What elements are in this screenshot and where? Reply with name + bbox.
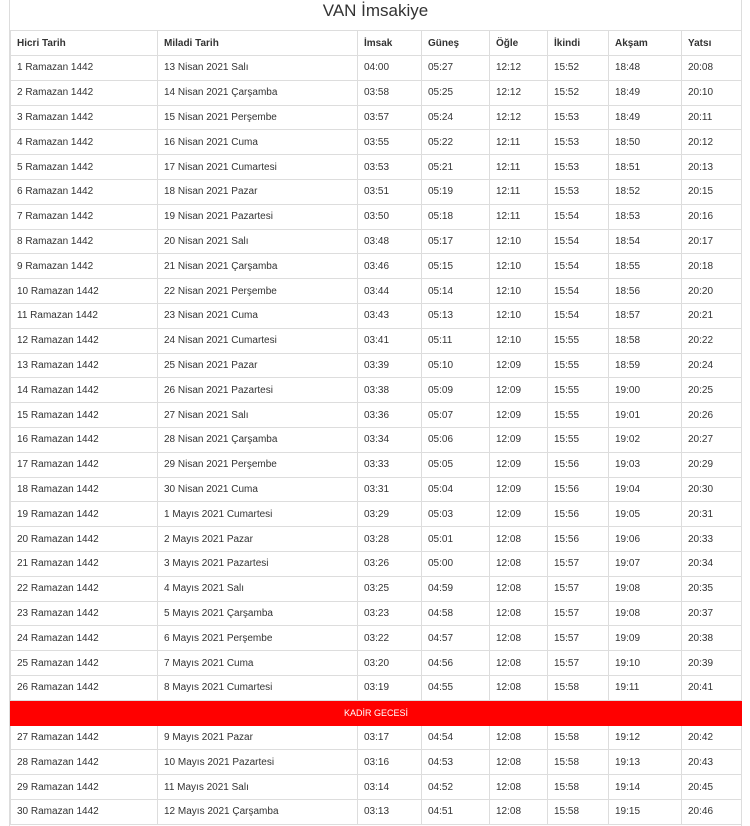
- table-cell: 04:53: [422, 750, 490, 775]
- table-row: [11, 601, 742, 626]
- table-cell: 12:11: [490, 130, 548, 155]
- table-row: [11, 328, 742, 353]
- table-cell: 12 Ramazan 1442: [11, 328, 158, 353]
- table-cell: 12:10: [490, 229, 548, 254]
- kadir-gecesi-label: KADİR GECESİ: [11, 700, 742, 725]
- table-cell: 20:46: [682, 799, 742, 824]
- table-cell: 15:56: [548, 477, 609, 502]
- table-row: [11, 576, 742, 601]
- table-row: [11, 229, 742, 254]
- table-row: [11, 651, 742, 676]
- table-cell: 12:08: [490, 601, 548, 626]
- table-cell: 18:49: [609, 105, 682, 130]
- table-cell: 15:57: [548, 576, 609, 601]
- col-header-ikindi: İkindi: [548, 31, 609, 56]
- table-cell: 8 Mayıs 2021 Cumartesi: [158, 675, 358, 700]
- table-cell: 05:22: [422, 130, 490, 155]
- table-cell: 15:53: [548, 155, 609, 180]
- table-cell: 12:10: [490, 279, 548, 304]
- table-cell: 12:08: [490, 527, 548, 552]
- table-cell: 4 Mayıs 2021 Salı: [158, 576, 358, 601]
- table-cell: 9 Ramazan 1442: [11, 254, 158, 279]
- table-cell: 15:58: [548, 775, 609, 800]
- table-cell: 15:53: [548, 179, 609, 204]
- table-cell: 12:10: [490, 254, 548, 279]
- table-cell: 05:04: [422, 477, 490, 502]
- table-cell: 03:33: [358, 452, 422, 477]
- table-cell: 04:51: [422, 799, 490, 824]
- table-cell: 12:09: [490, 452, 548, 477]
- col-header-imsak: İmsak: [358, 31, 422, 56]
- table-cell: 3 Ramazan 1442: [11, 105, 158, 130]
- table-cell: 03:50: [358, 204, 422, 229]
- table-cell: 1 Ramazan 1442: [11, 56, 158, 81]
- table-row: [11, 775, 742, 800]
- table-row: [11, 179, 742, 204]
- table-cell: 20:41: [682, 675, 742, 700]
- table-row: [11, 675, 742, 700]
- table-cell: 03:20: [358, 651, 422, 676]
- table-cell: 15:55: [548, 427, 609, 452]
- table-cell: 20:11: [682, 105, 742, 130]
- table-cell: 23 Ramazan 1442: [11, 601, 158, 626]
- table-cell: 20:43: [682, 750, 742, 775]
- table-cell: 03:23: [358, 601, 422, 626]
- col-header-gunes: Güneş: [422, 31, 490, 56]
- table-cell: 12 Mayıs 2021 Çarşamba: [158, 799, 358, 824]
- table-cell: 15:57: [548, 651, 609, 676]
- table-cell: 9 Mayıs 2021 Pazar: [158, 725, 358, 750]
- table-cell: 20:12: [682, 130, 742, 155]
- table-cell: 15 Nisan 2021 Perşembe: [158, 105, 358, 130]
- table-cell: 19:01: [609, 403, 682, 428]
- table-cell: 11 Ramazan 1442: [11, 303, 158, 328]
- table-cell: 16 Nisan 2021 Cuma: [158, 130, 358, 155]
- table-cell: 05:18: [422, 204, 490, 229]
- table-cell: 03:34: [358, 427, 422, 452]
- table-cell: 03:13: [358, 799, 422, 824]
- table-cell: 12:08: [490, 551, 548, 576]
- table-cell: 04:56: [422, 651, 490, 676]
- table-cell: 30 Ramazan 1442: [11, 799, 158, 824]
- table-cell: 6 Ramazan 1442: [11, 179, 158, 204]
- table-cell: 27 Ramazan 1442: [11, 725, 158, 750]
- table-cell: 28 Ramazan 1442: [11, 750, 158, 775]
- table-cell: 05:27: [422, 56, 490, 81]
- table-cell: 19 Nisan 2021 Pazartesi: [158, 204, 358, 229]
- table-cell: 18:58: [609, 328, 682, 353]
- table-cell: 15:58: [548, 725, 609, 750]
- table-cell: 20:39: [682, 651, 742, 676]
- table-cell: 15:54: [548, 279, 609, 304]
- table-cell: 03:16: [358, 750, 422, 775]
- table-cell: 11 Mayıs 2021 Salı: [158, 775, 358, 800]
- table-row: [11, 353, 742, 378]
- table-cell: 12:10: [490, 328, 548, 353]
- table-cell: 24 Nisan 2021 Cumartesi: [158, 328, 358, 353]
- table-row: [11, 551, 742, 576]
- table-cell: 15:53: [548, 105, 609, 130]
- table-cell: 14 Nisan 2021 Çarşamba: [158, 80, 358, 105]
- col-header-ogle: Öğle: [490, 31, 548, 56]
- table-cell: 18:56: [609, 279, 682, 304]
- table-cell: 20:29: [682, 452, 742, 477]
- table-row: [11, 56, 742, 81]
- table-cell: 15:55: [548, 353, 609, 378]
- table-cell: 03:19: [358, 675, 422, 700]
- table-cell: 20:45: [682, 775, 742, 800]
- table-cell: 03:39: [358, 353, 422, 378]
- table-cell: 18 Ramazan 1442: [11, 477, 158, 502]
- table-cell: 18:55: [609, 254, 682, 279]
- table-cell: 20:35: [682, 576, 742, 601]
- table-cell: 17 Ramazan 1442: [11, 452, 158, 477]
- table-cell: 03:14: [358, 775, 422, 800]
- table-cell: 2 Mayıs 2021 Pazar: [158, 527, 358, 552]
- table-cell: 15:57: [548, 601, 609, 626]
- table-cell: 16 Ramazan 1442: [11, 427, 158, 452]
- table-cell: 30 Nisan 2021 Cuma: [158, 477, 358, 502]
- table-cell: 04:55: [422, 675, 490, 700]
- table-cell: 15:58: [548, 799, 609, 824]
- table-cell: 05:09: [422, 378, 490, 403]
- table-row: [11, 725, 742, 750]
- table-cell: 03:53: [358, 155, 422, 180]
- table-cell: 5 Mayıs 2021 Çarşamba: [158, 601, 358, 626]
- table-cell: 19:14: [609, 775, 682, 800]
- table-cell: 25 Nisan 2021 Pazar: [158, 353, 358, 378]
- table-cell: 17 Nisan 2021 Cumartesi: [158, 155, 358, 180]
- table-cell: 19:10: [609, 651, 682, 676]
- table-cell: 05:05: [422, 452, 490, 477]
- table-cell: 03:28: [358, 527, 422, 552]
- table-cell: 15:56: [548, 452, 609, 477]
- table-cell: 4 Ramazan 1442: [11, 130, 158, 155]
- table-cell: 15:58: [548, 675, 609, 700]
- table-cell: 10 Mayıs 2021 Pazartesi: [158, 750, 358, 775]
- table-row: [11, 105, 742, 130]
- table-cell: 05:25: [422, 80, 490, 105]
- table-cell: 20:33: [682, 527, 742, 552]
- table-cell: 15:55: [548, 403, 609, 428]
- table-row: [11, 527, 742, 552]
- table-cell: 18:50: [609, 130, 682, 155]
- table-cell: 12:11: [490, 155, 548, 180]
- table-cell: 15:58: [548, 750, 609, 775]
- table-cell: 19:15: [609, 799, 682, 824]
- table-cell: 8 Ramazan 1442: [11, 229, 158, 254]
- table-row: [11, 403, 742, 428]
- table-cell: 20 Ramazan 1442: [11, 527, 158, 552]
- table-cell: 24 Ramazan 1442: [11, 626, 158, 651]
- table-cell: 29 Nisan 2021 Perşembe: [158, 452, 358, 477]
- table-cell: 22 Nisan 2021 Perşembe: [158, 279, 358, 304]
- table-cell: 28 Nisan 2021 Çarşamba: [158, 427, 358, 452]
- imsakiye-table: [10, 30, 742, 825]
- table-cell: 05:21: [422, 155, 490, 180]
- table-cell: 6 Mayıs 2021 Perşembe: [158, 626, 358, 651]
- header-row: [11, 31, 742, 56]
- table-cell: 12:08: [490, 651, 548, 676]
- table-cell: 12:08: [490, 626, 548, 651]
- table-cell: 13 Nisan 2021 Salı: [158, 56, 358, 81]
- table-cell: 19:00: [609, 378, 682, 403]
- table-cell: 04:57: [422, 626, 490, 651]
- table-row: [11, 130, 742, 155]
- table-cell: 05:11: [422, 328, 490, 353]
- table-cell: 05:06: [422, 427, 490, 452]
- table-cell: 20:08: [682, 56, 742, 81]
- table-cell: 03:48: [358, 229, 422, 254]
- table-cell: 15:52: [548, 56, 609, 81]
- table-cell: 15:56: [548, 527, 609, 552]
- table-cell: 12:09: [490, 353, 548, 378]
- table-cell: 20:26: [682, 403, 742, 428]
- table-cell: 2 Ramazan 1442: [11, 80, 158, 105]
- table-cell: 15:56: [548, 502, 609, 527]
- table-cell: 03:31: [358, 477, 422, 502]
- table-cell: 05:13: [422, 303, 490, 328]
- table-cell: 19:05: [609, 502, 682, 527]
- table-cell: 12:08: [490, 799, 548, 824]
- table-cell: 25 Ramazan 1442: [11, 651, 158, 676]
- table-cell: 03:22: [358, 626, 422, 651]
- table-cell: 05:10: [422, 353, 490, 378]
- table-cell: 04:58: [422, 601, 490, 626]
- table-cell: 12:08: [490, 725, 548, 750]
- table-cell: 05:14: [422, 279, 490, 304]
- table-cell: 03:29: [358, 502, 422, 527]
- table-cell: 20:10: [682, 80, 742, 105]
- table-row: [11, 279, 742, 304]
- table-cell: 18:53: [609, 204, 682, 229]
- col-header-miladi: Miladi Tarih: [158, 31, 358, 56]
- table-row: [11, 799, 742, 824]
- table-cell: 03:44: [358, 279, 422, 304]
- table-row: [11, 80, 742, 105]
- table-cell: 19:04: [609, 477, 682, 502]
- table-cell: 20:21: [682, 303, 742, 328]
- table-row: [11, 427, 742, 452]
- table-cell: 12:09: [490, 477, 548, 502]
- col-header-hicri: Hicri Tarih: [11, 31, 158, 56]
- table-cell: 05:07: [422, 403, 490, 428]
- table-cell: 18:52: [609, 179, 682, 204]
- table-cell: 18:48: [609, 56, 682, 81]
- table-cell: 19:07: [609, 551, 682, 576]
- table-cell: 5 Ramazan 1442: [11, 155, 158, 180]
- table-cell: 20:34: [682, 551, 742, 576]
- table-cell: 12:11: [490, 204, 548, 229]
- table-cell: 05:17: [422, 229, 490, 254]
- table-cell: 7 Ramazan 1442: [11, 204, 158, 229]
- table-cell: 12:12: [490, 56, 548, 81]
- table-cell: 03:26: [358, 551, 422, 576]
- table-cell: 20:27: [682, 427, 742, 452]
- table-cell: 12:09: [490, 502, 548, 527]
- table-cell: 20 Nisan 2021 Salı: [158, 229, 358, 254]
- table-cell: 18:57: [609, 303, 682, 328]
- col-header-yatsi: Yatsı: [682, 31, 742, 56]
- table-cell: 03:41: [358, 328, 422, 353]
- table-cell: 12:08: [490, 775, 548, 800]
- page-title: VAN İmsakiye: [322, 1, 429, 20]
- table-cell: 20:17: [682, 229, 742, 254]
- table-cell: 20:30: [682, 477, 742, 502]
- table-cell: 04:52: [422, 775, 490, 800]
- table-cell: 19:09: [609, 626, 682, 651]
- table-cell: 19:08: [609, 601, 682, 626]
- table-cell: 13 Ramazan 1442: [11, 353, 158, 378]
- table-cell: 03:58: [358, 80, 422, 105]
- table-row: [11, 750, 742, 775]
- table-cell: 05:19: [422, 179, 490, 204]
- table-cell: 20:20: [682, 279, 742, 304]
- col-header-aksam: Akşam: [609, 31, 682, 56]
- table-row: [11, 477, 742, 502]
- table-row: [11, 254, 742, 279]
- table-cell: 15:54: [548, 303, 609, 328]
- table-cell: 03:17: [358, 725, 422, 750]
- table-cell: 03:36: [358, 403, 422, 428]
- table-cell: 20:24: [682, 353, 742, 378]
- table-cell: 15:57: [548, 551, 609, 576]
- table-cell: 27 Nisan 2021 Salı: [158, 403, 358, 428]
- table-cell: 12:11: [490, 179, 548, 204]
- table-cell: 10 Ramazan 1442: [11, 279, 158, 304]
- table-cell: 03:51: [358, 179, 422, 204]
- table-cell: 20:42: [682, 725, 742, 750]
- table-cell: 26 Ramazan 1442: [11, 675, 158, 700]
- table-cell: 14 Ramazan 1442: [11, 378, 158, 403]
- table-cell: 15:55: [548, 328, 609, 353]
- table-cell: 20:22: [682, 328, 742, 353]
- table-cell: 04:54: [422, 725, 490, 750]
- table-cell: 29 Ramazan 1442: [11, 775, 158, 800]
- table-cell: 21 Ramazan 1442: [11, 551, 158, 576]
- table-row: [11, 303, 742, 328]
- table-cell: 7 Mayıs 2021 Cuma: [158, 651, 358, 676]
- table-cell: 15:53: [548, 130, 609, 155]
- table-cell: 19:02: [609, 427, 682, 452]
- table-cell: 3 Mayıs 2021 Pazartesi: [158, 551, 358, 576]
- table-cell: 19 Ramazan 1442: [11, 502, 158, 527]
- table-cell: 12:09: [490, 403, 548, 428]
- table-cell: 20:38: [682, 626, 742, 651]
- table-cell: 15:55: [548, 378, 609, 403]
- table-cell: 23 Nisan 2021 Cuma: [158, 303, 358, 328]
- table-cell: 20:37: [682, 601, 742, 626]
- table-cell: 20:18: [682, 254, 742, 279]
- table-cell: 03:57: [358, 105, 422, 130]
- table-cell: 18:49: [609, 80, 682, 105]
- table-cell: 05:00: [422, 551, 490, 576]
- table-cell: 15:57: [548, 626, 609, 651]
- table-body: [11, 56, 742, 825]
- table-row: [11, 502, 742, 527]
- table-cell: 21 Nisan 2021 Çarşamba: [158, 254, 358, 279]
- table-cell: 20:25: [682, 378, 742, 403]
- table-cell: 20:15: [682, 179, 742, 204]
- table-cell: 18:54: [609, 229, 682, 254]
- table-cell: 12:08: [490, 750, 548, 775]
- table-cell: 03:46: [358, 254, 422, 279]
- table-row: [11, 626, 742, 651]
- table-cell: 19:03: [609, 452, 682, 477]
- table-cell: 15:54: [548, 204, 609, 229]
- table-cell: 15:54: [548, 229, 609, 254]
- table-cell: 18:59: [609, 353, 682, 378]
- table-cell: 19:08: [609, 576, 682, 601]
- table-cell: 15:54: [548, 254, 609, 279]
- table-cell: 1 Mayıs 2021 Cumartesi: [158, 502, 358, 527]
- table-cell: 18 Nisan 2021 Pazar: [158, 179, 358, 204]
- table-cell: 12:12: [490, 80, 548, 105]
- table-cell: 15:52: [548, 80, 609, 105]
- table-cell: 12:09: [490, 427, 548, 452]
- table-cell: 05:03: [422, 502, 490, 527]
- table-cell: 05:01: [422, 527, 490, 552]
- table-cell: 19:12: [609, 725, 682, 750]
- table-cell: 20:16: [682, 204, 742, 229]
- table-cell: 12:12: [490, 105, 548, 130]
- table-cell: 20:31: [682, 502, 742, 527]
- table-cell: 04:00: [358, 56, 422, 81]
- table-row: [11, 378, 742, 403]
- table-cell: 05:15: [422, 254, 490, 279]
- table-row: [11, 204, 742, 229]
- table-cell: 26 Nisan 2021 Pazartesi: [158, 378, 358, 403]
- table-cell: 03:55: [358, 130, 422, 155]
- table-cell: 19:13: [609, 750, 682, 775]
- table-cell: 15 Ramazan 1442: [11, 403, 158, 428]
- table-cell: 12:08: [490, 675, 548, 700]
- table-cell: 03:38: [358, 378, 422, 403]
- table-cell: 04:59: [422, 576, 490, 601]
- table-cell: 19:06: [609, 527, 682, 552]
- table-cell: 03:25: [358, 576, 422, 601]
- table-cell: 12:10: [490, 303, 548, 328]
- table-cell: 05:24: [422, 105, 490, 130]
- table-cell: 20:13: [682, 155, 742, 180]
- table-row: [11, 155, 742, 180]
- kadir-gecesi-row: [11, 700, 742, 725]
- table-cell: 03:43: [358, 303, 422, 328]
- table-cell: 18:51: [609, 155, 682, 180]
- table-row: [11, 452, 742, 477]
- table-cell: 12:09: [490, 378, 548, 403]
- table-cell: 22 Ramazan 1442: [11, 576, 158, 601]
- table-cell: 12:08: [490, 576, 548, 601]
- table-cell: 19:11: [609, 675, 682, 700]
